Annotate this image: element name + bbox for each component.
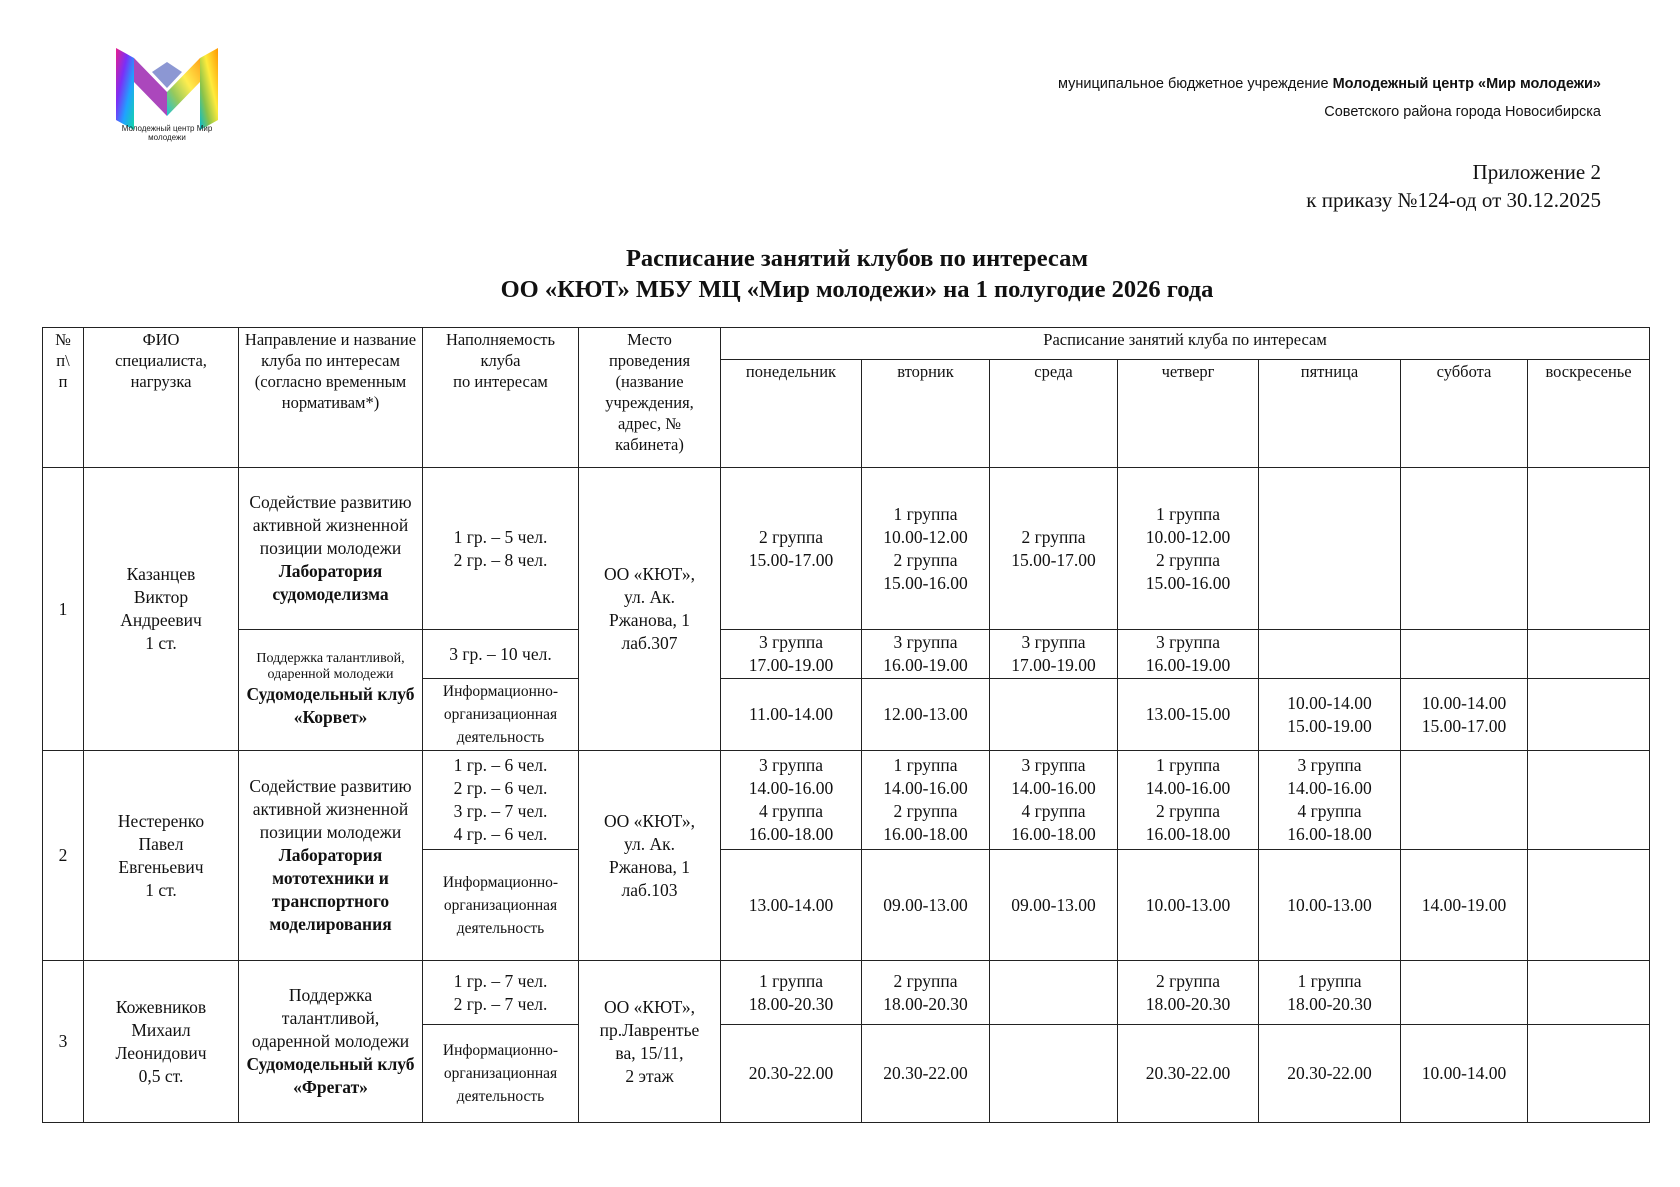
schedule-cell: 1 группа 14.00-16.00 2 группа 16.00-18.00 [1118, 751, 1259, 850]
row-fill: 3 гр. – 10 чел. [423, 630, 579, 679]
schedule-cell: 3 группа 17.00-19.00 [721, 630, 862, 679]
header-fill: Наполняемость клуба по интересам [423, 328, 579, 468]
schedule-cell: 20.30-22.00 [721, 1025, 862, 1123]
org-line2: Советского района города Новосибирска [1324, 104, 1601, 120]
header-day-tuesday: вторник [862, 360, 990, 468]
logo [112, 42, 222, 152]
schedule-cell: 14.00-19.00 [1401, 850, 1528, 961]
row-direction [239, 630, 423, 751]
row-fill: Информационно- организационная деятельность [423, 679, 579, 751]
header-day-thursday: четверг [1118, 360, 1259, 468]
schedule-cell: 10.00-14.00 [1401, 1025, 1528, 1123]
header-place: Место проведения (название учреждения, адрес, № кабинета) [579, 328, 721, 468]
schedule-cell [1528, 630, 1650, 679]
schedule-cell: 20.30-22.00 [1118, 1025, 1259, 1123]
schedule-cell [1401, 468, 1528, 630]
row-fill: 1 гр. – 7 чел. 2 гр. – 7 чел. [423, 961, 579, 1025]
header-day-sunday: воскресенье [1528, 360, 1650, 468]
row-fill: Информационно- организационная деятельность [423, 1025, 579, 1123]
direction-text: Поддержка талантливой, одаренной молодежи [251, 985, 410, 1051]
club-name: Лаборатория мототехники и транспортного моделирования [269, 845, 392, 934]
header-day-friday: пятница [1259, 360, 1401, 468]
schedule-cell [1528, 961, 1650, 1025]
schedule-cell: 1 группа 14.00-16.00 2 группа 16.00-18.00 [862, 751, 990, 850]
schedule-cell [1259, 630, 1401, 679]
schedule-cell: 09.00-13.00 [862, 850, 990, 961]
schedule-cell: 2 группа 15.00-17.00 [721, 468, 862, 630]
schedule-cell: 10.00-13.00 [1259, 850, 1401, 961]
schedule-cell [1528, 468, 1650, 630]
schedule-cell [990, 961, 1118, 1025]
schedule-cell [1528, 751, 1650, 850]
schedule-cell: 1 группа 10.00-12.00 2 группа 15.00-16.00 [1118, 468, 1259, 630]
schedule-cell [1528, 1025, 1650, 1123]
schedule-cell [990, 679, 1118, 751]
schedule-cell: 3 группа 14.00-16.00 4 группа 16.00-18.00 [721, 751, 862, 850]
row-direction [239, 961, 423, 1123]
row-place: ОО «КЮТ», пр.Лаврентье ва, 15/11, 2 этаж [579, 961, 721, 1123]
schedule-cell [1401, 630, 1528, 679]
header-day-wednesday: среда [990, 360, 1118, 468]
row-num: 2 [43, 751, 84, 961]
annex-line2: к приказу №124-од от 30.12.2025 [1306, 188, 1601, 212]
title-line2: ОО «КЮТ» МБУ МЦ «Мир молодежи» на 1 полугодие 2026 года [500, 276, 1214, 303]
row-num: 1 [43, 468, 84, 751]
org-line1-normal: муниципальное бюджетное учреждение [1057, 76, 1333, 92]
schedule-cell [1528, 679, 1650, 751]
row-fill: Информационно- организационная деятельность [423, 850, 579, 961]
row-fio: Кожевников Михаил Леонидович 0,5 ст. [84, 961, 239, 1123]
header-direction: Направление и название клуба по интересам (согласно временным нормативам*) [239, 328, 423, 468]
schedule-cell: 20.30-22.00 [1259, 1025, 1401, 1123]
header-fio: ФИО специалиста, нагрузка [84, 328, 239, 468]
header-day-saturday: суббота [1401, 360, 1528, 468]
schedule-cell: 1 группа 10.00-12.00 2 группа 15.00-16.00 [862, 468, 990, 630]
title-line1: Расписание занятий клубов по интересам [625, 245, 1089, 272]
schedule-cell [1528, 850, 1650, 961]
schedule-cell: 20.30-22.00 [862, 1025, 990, 1123]
schedule-cell: 2 группа 15.00-17.00 [990, 468, 1118, 630]
schedule-cell: 3 группа 16.00-19.00 [1118, 630, 1259, 679]
schedule-cell: 1 группа 18.00-20.30 [721, 961, 862, 1025]
schedule-cell: 3 группа 16.00-19.00 [862, 630, 990, 679]
schedule-cell: 13.00-15.00 [1118, 679, 1259, 751]
table-row [43, 468, 1650, 630]
schedule-cell: 09.00-13.00 [990, 850, 1118, 961]
schedule-cell: 10.00-14.00 15.00-19.00 [1259, 679, 1401, 751]
row-direction [239, 751, 423, 961]
table-row [43, 961, 1650, 1025]
schedule-cell [990, 1025, 1118, 1123]
annex-line1: Приложение 2 [1472, 160, 1601, 184]
row-fill: 1 гр. – 5 чел. 2 гр. – 8 чел. [423, 468, 579, 630]
schedule-cell: 10.00-13.00 [1118, 850, 1259, 961]
row-fill: 1 гр. – 6 чел. 2 гр. – 6 чел. 3 гр. – 7 чел. 4 гр. – 6 чел. [423, 751, 579, 850]
schedule-cell [1401, 961, 1528, 1025]
document-title [0, 243, 1680, 305]
schedule-cell: 2 группа 18.00-20.30 [1118, 961, 1259, 1025]
schedule-cell: 13.00-14.00 [721, 850, 862, 961]
club-name: Судомодельный клуб «Корвет» [246, 684, 415, 727]
direction-text: Содействие развитию активной жизненной позиции молодежи [249, 492, 412, 558]
schedule-cell: 12.00-13.00 [862, 679, 990, 751]
row-place: ОО «КЮТ», ул. Ак. Ржанова, 1 лаб.103 [579, 751, 721, 961]
schedule-table [42, 327, 1650, 1123]
schedule-cell [1401, 751, 1528, 850]
schedule-cell: 3 группа 17.00-19.00 [990, 630, 1118, 679]
annex-reference [1306, 158, 1601, 214]
header-num: № п\ п [43, 328, 84, 468]
direction-text: Поддержка талантливой, одаренной молодежи [256, 651, 405, 682]
organization-header [1058, 70, 1601, 126]
schedule-cell: 3 группа 14.00-16.00 4 группа 16.00-18.00 [990, 751, 1118, 850]
logo-mark-icon [112, 42, 222, 134]
table-row [43, 751, 1650, 850]
schedule-cell [1259, 468, 1401, 630]
header-day-monday: понедельник [721, 360, 862, 468]
row-place: ОО «КЮТ», ул. Ак. Ржанова, 1 лаб.307 [579, 468, 721, 751]
row-fio: Казанцев Виктор Андреевич 1 ст. [84, 468, 239, 751]
schedule-cell: 3 группа 14.00-16.00 4 группа 16.00-18.00 [1259, 751, 1401, 850]
club-name: Судомодельный клуб «Фрегат» [246, 1054, 415, 1097]
table-row [43, 630, 1650, 679]
row-fio: Нестеренко Павел Евгеньевич 1 ст. [84, 751, 239, 961]
club-name: Лаборатория судомоделизма [272, 561, 389, 604]
schedule-cell: 10.00-14.00 15.00-17.00 [1401, 679, 1528, 751]
schedule-cell: 11.00-14.00 [721, 679, 862, 751]
row-direction [239, 468, 423, 630]
schedule-cell: 1 группа 18.00-20.30 [1259, 961, 1401, 1025]
schedule-cell: 2 группа 18.00-20.30 [862, 961, 990, 1025]
header-schedule: Расписание занятий клуба по интересам [721, 328, 1650, 360]
org-line1-bold: Молодежный центр «Мир молодежи» [1332, 76, 1601, 92]
row-num: 3 [43, 961, 84, 1123]
logo-caption: Молодежный центр Мир молодежи [121, 124, 213, 142]
direction-text: Содействие развитию активной жизненной позиции молодежи [249, 776, 412, 842]
